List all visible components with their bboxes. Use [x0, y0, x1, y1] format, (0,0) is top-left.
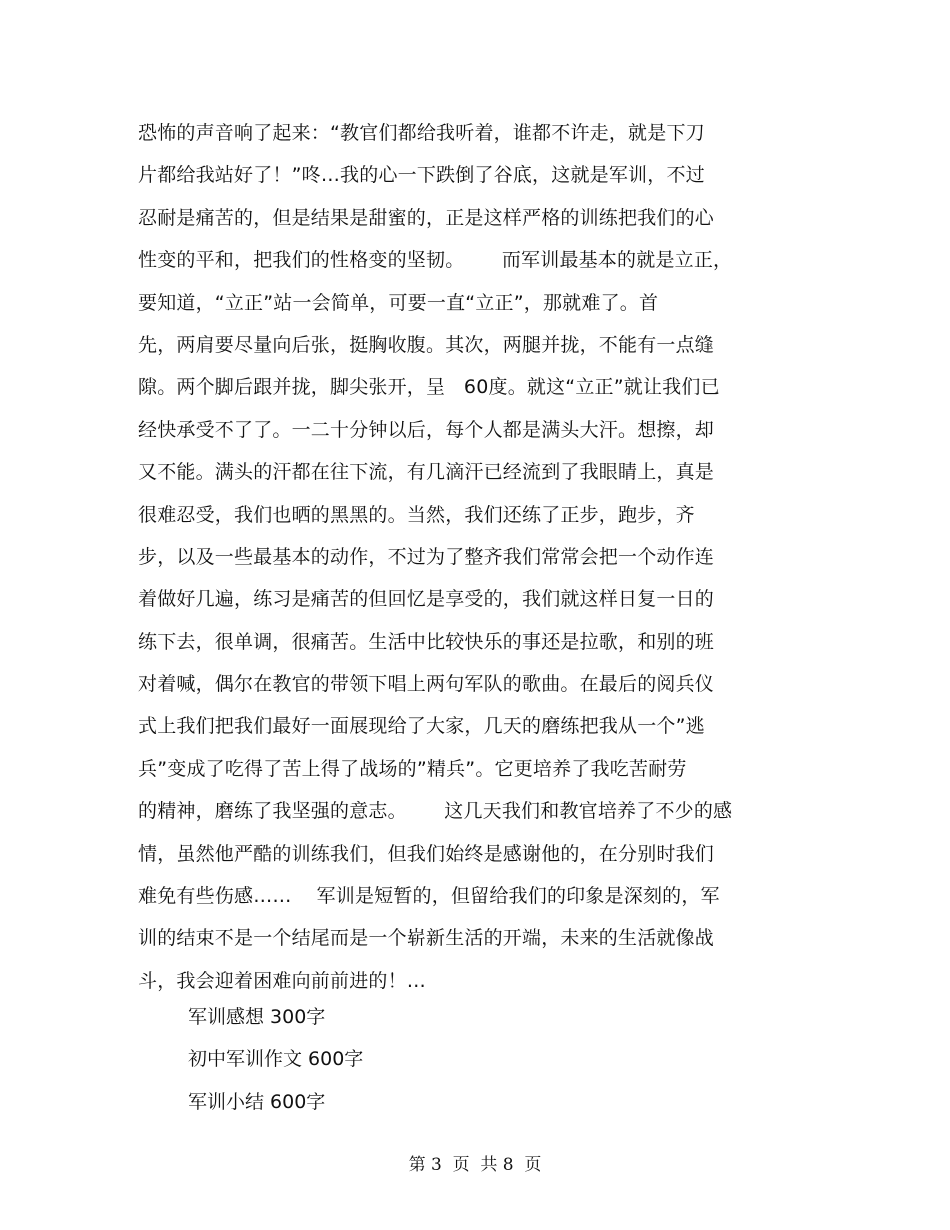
text-line: 性变的平和，把我们的性格变的坚韧。 而军训最基本的就是立正，	[138, 249, 733, 272]
text-line: 又不能。满头的汗都在往下流，有几滴汗已经流到了我眼睛上，真是	[138, 461, 715, 484]
text-line: 难免有些伤感…… 军训是短暂的，但留给我们的印象是深刻的，军	[138, 885, 720, 908]
text-line: 兵”变成了吃得了苦上得了战场的”精兵”。它更培养了我吃苦耐劳	[138, 757, 687, 780]
essay-body	[138, 112, 818, 1002]
page-footer: 第 3 页 共 8 页	[408, 1155, 542, 1175]
text-line: 步，以及一些最基本的动作，不过为了整齐我们常常会把一个动作连	[138, 545, 715, 568]
text-line: 练下去，很单调，很痛苦。生活中比较快乐的事还是拉歌，和别的班	[138, 630, 715, 653]
text-line: 片都给我站好了！”咚…我的心一下跌倒了谷底，这就是军训，不过	[138, 164, 705, 187]
text-line: 着做好几遍，练习是痛苦的但回忆是享受的，我们就这样日复一日的	[138, 588, 715, 611]
text-line: 对着喊，偶尔在教官的带领下唱上两句军队的歌曲。在最后的阅兵仪	[138, 673, 715, 696]
text-line: 斗，我会迎着困难向前前进的！…	[138, 969, 427, 992]
text-line: 式上我们把我们最好一面展现给了大家，几天的磨练把我从一个”逃	[138, 715, 705, 738]
text-line: 很难忍受，我们也晒的黑黑的。当然，我们还练了正步，跑步，齐	[138, 503, 695, 526]
text-line: 的精神，磨练了我坚强的意志。 这几天我们和教官培养了不少的感	[138, 800, 733, 823]
text-line: 训的结束不是一个结尾而是一个崭新生活的开端，未来的生活就像战	[138, 927, 715, 950]
text-line: 忍耐是痛苦的，但是结果是甜蜜的，正是这样严格的训练把我们的心	[138, 206, 715, 229]
text-line: 恐怖的声音响了起来：“教官们都给我听着，谁都不许走，就是下刀	[138, 122, 705, 144]
text-line: 要知道，“立正”站一会简单，可要一直“立正”，那就难了。首	[138, 291, 659, 314]
text-line: 经快承受不了了。一二十分钟以后，每个人都是满头大汗。想擦，却	[138, 418, 715, 441]
related-article-link[interactable]: 军训感想 300字	[188, 1006, 326, 1028]
text-line: 隙。两个脚后跟并拢，脚尖张开，呈 60度。就这“立正”就让我们已	[138, 376, 720, 399]
related-articles	[188, 996, 363, 1123]
related-article-link[interactable]: 初中军训作文 600字	[188, 1048, 364, 1071]
text-line: 先，两肩要尽量向后张，挺胸收腹。其次，两腿并拢，不能有一点缝	[138, 333, 715, 356]
related-article-link[interactable]: 军训小结 600字	[188, 1090, 326, 1113]
text-line: 情，虽然他严酷的训练我们，但我们始终是感谢他的，在分别时我们	[138, 842, 715, 865]
